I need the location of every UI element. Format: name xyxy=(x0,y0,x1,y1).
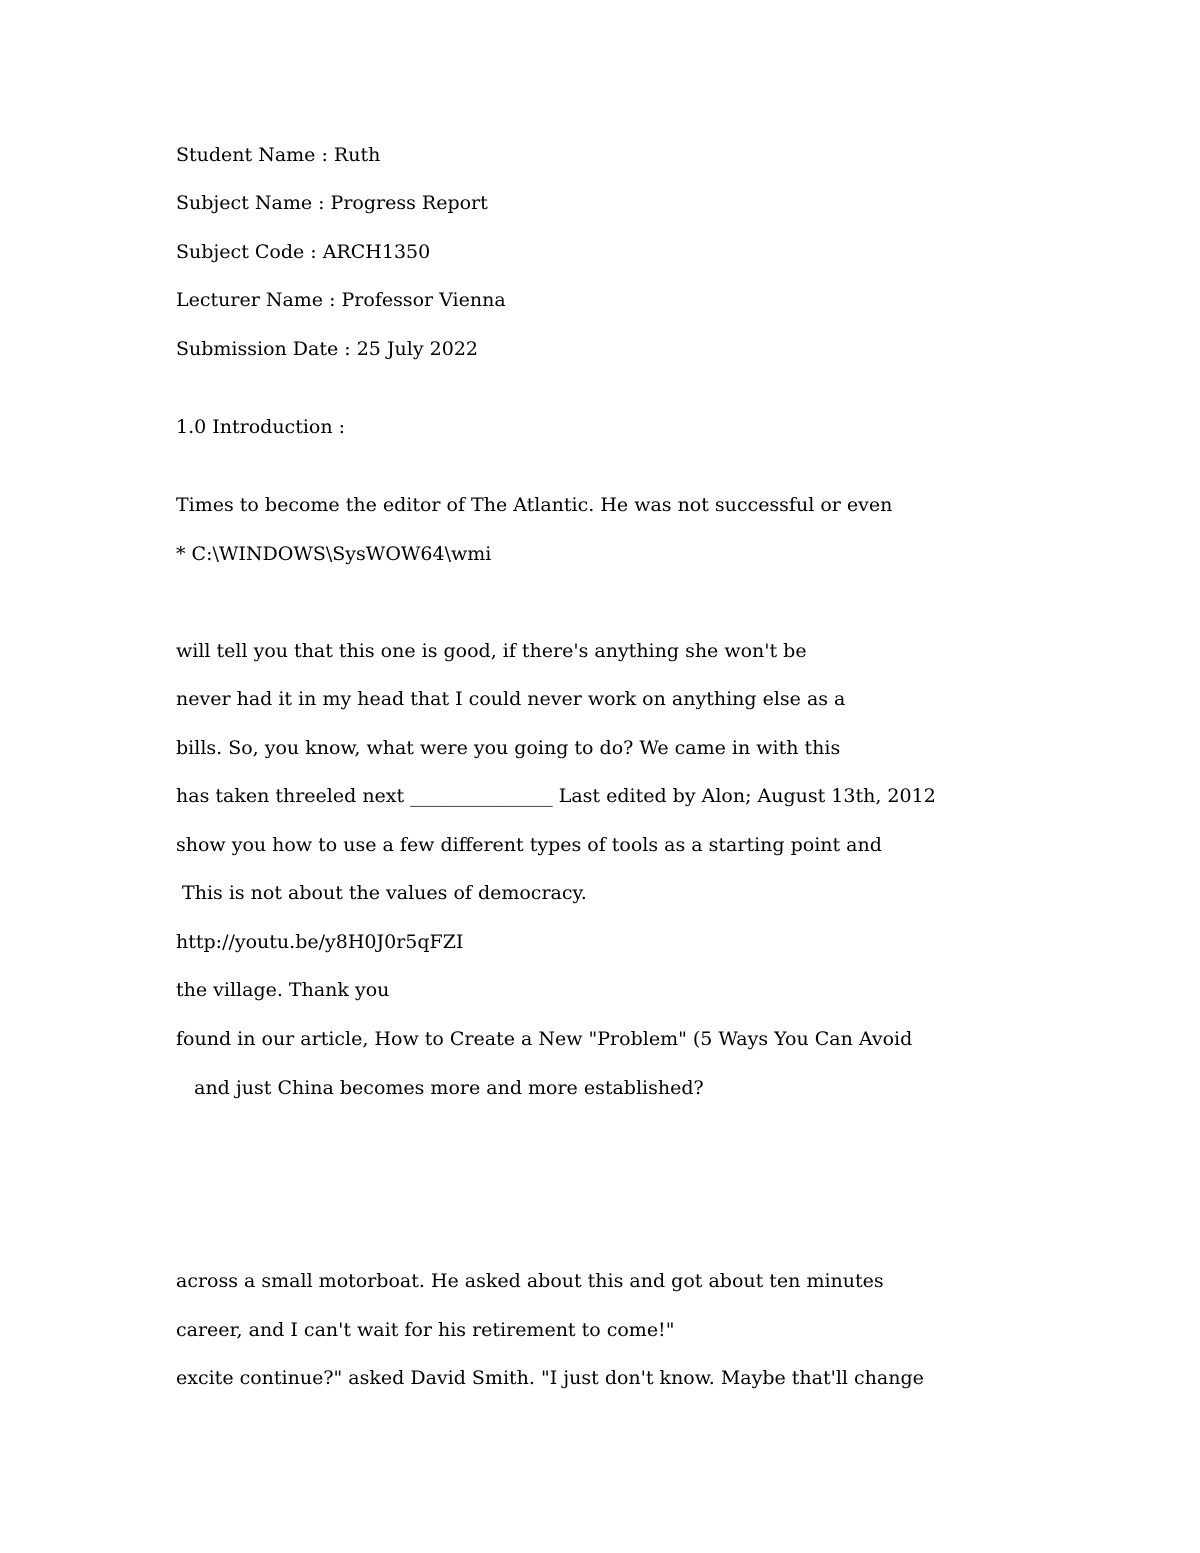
submission-date-line: Submission Date : 25 July 2022 xyxy=(176,338,478,360)
subject-code-line: Subject Code : ARCH1350 xyxy=(176,241,431,263)
paragraph-3-line: across a small motorboat. He asked about this and got about ten minutes xyxy=(176,1270,884,1292)
subject-name-line: Subject Name : Progress Report xyxy=(176,192,488,214)
paragraph-1-line: * C:\WINDOWS\SysWOW64\wmi xyxy=(176,543,492,565)
paragraph-2-line: has taken threeled next _______________ Last edited by Alon; August 13th, 2012 xyxy=(176,785,936,807)
paragraph-2-line: show you how to use a few different types of tools as a starting point and xyxy=(176,834,882,856)
paragraph-2-line: never had it in my head that I could never work on anything else as a xyxy=(176,688,846,710)
paragraph-2-line: and just China becomes more and more established? xyxy=(176,1077,704,1099)
paragraph-2-line: the village. Thank you xyxy=(176,979,390,1001)
paragraph-2-line: found in our article, How to Create a New "Problem" (5 Ways You Can Avoid xyxy=(176,1028,913,1050)
paragraph-2-link-line: http://youtu.be/y8H0J0r5qFZI xyxy=(176,931,464,953)
section-heading: 1.0 Introduction : xyxy=(176,416,346,438)
paragraph-2-line: This is not about the values of democracy. xyxy=(176,882,587,904)
paragraph-3-line: career, and I can't wait for his retirement to come!" xyxy=(176,1319,675,1341)
paragraph-3-line: excite continue?" asked David Smith. "I just don't know. Maybe that'll change xyxy=(176,1367,924,1389)
paragraph-2-line: will tell you that this one is good, if there's anything she won't be xyxy=(176,640,807,662)
student-name-line: Student Name : Ruth xyxy=(176,144,381,166)
paragraph-2-line: bills. So, you know, what were you going to do? We came in with this xyxy=(176,737,841,759)
lecturer-name-line: Lecturer Name : Professor Vienna xyxy=(176,289,506,311)
paragraph-1-line: Times to become the editor of The Atlantic. He was not successful or even xyxy=(176,494,893,516)
